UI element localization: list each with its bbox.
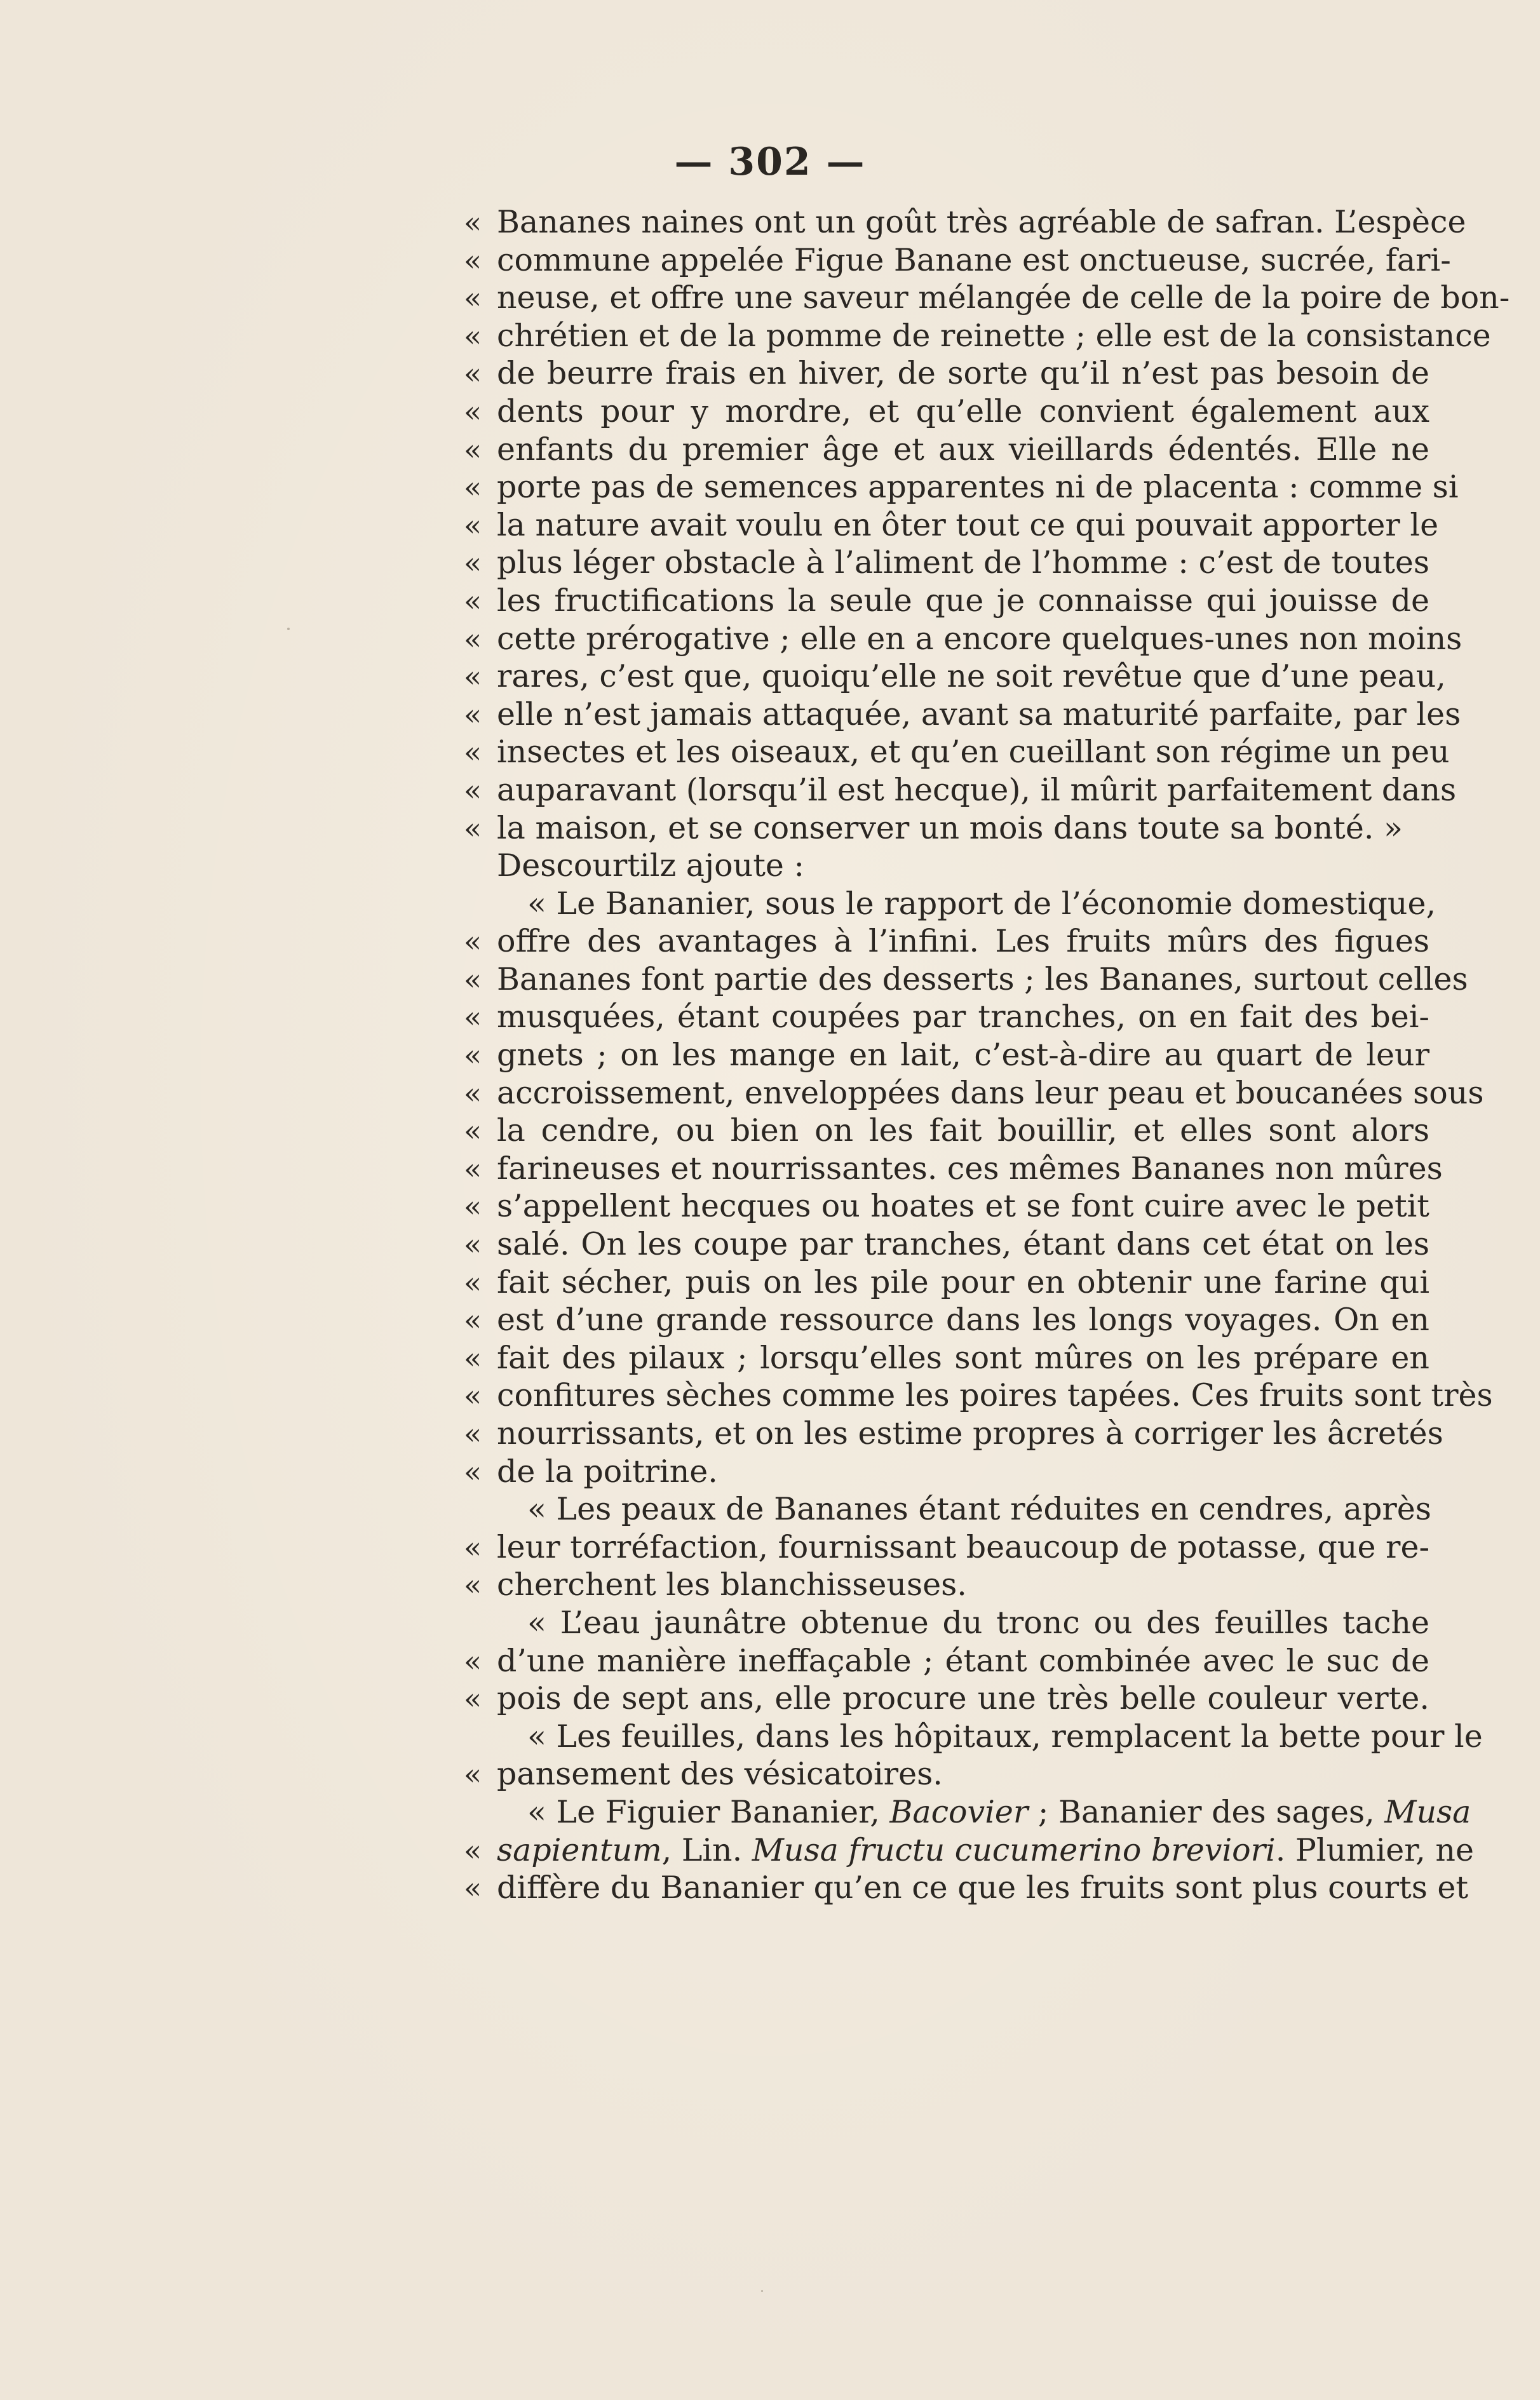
text-line (464, 1225, 1429, 1264)
line-text: musquées, étant coupées par tranches, on en fait des bei- (497, 999, 1429, 1035)
line-text: auparavant (lorsqu’il est hecque), il mûrit parfaitement dans (497, 771, 1457, 808)
quote-mark: « (464, 811, 482, 846)
quote-mark: « (464, 1530, 482, 1565)
text-line (464, 1869, 1469, 1907)
line-text: Descourtilz ajoute : (497, 847, 805, 884)
quote-mark: « (464, 1114, 482, 1149)
line-text: pois de sept ans, elle procure une très belle couleur verte. (497, 1680, 1429, 1717)
text-line (464, 544, 1429, 582)
line-text: fait des pilaux ; lorsqu’elles sont mûres on les prépare en (497, 1339, 1429, 1376)
quote-mark: « (464, 1075, 482, 1110)
line-text: Bananes naines ont un goût très agréable de safran. L’espèce (497, 204, 1466, 240)
quote-mark: « (464, 394, 482, 429)
quote-mark: « (464, 1643, 482, 1678)
text-line (464, 582, 1429, 620)
line-text: la nature avait voulu en ôter tout ce qui pouvait apporter le (497, 506, 1439, 543)
line-text: insectes et les oiseaux, et qu’en cueillant son régime un peu (497, 734, 1450, 771)
text-line (464, 657, 1446, 696)
text-line (464, 620, 1462, 658)
text-line (464, 1566, 1429, 1604)
text-line (464, 1187, 1429, 1225)
line-text: s’appellent hecques ou hoates et se font cuire avec le petit (497, 1188, 1429, 1225)
line-text: Bananes font partie des desserts ; les Bananes, surtout celles (497, 961, 1468, 997)
text-line (464, 1415, 1443, 1453)
line-text: est d’une grande ressource dans les longs voyages. On en (497, 1302, 1429, 1338)
line-text: dents pour y mordre, et qu’elle convient également aux (497, 393, 1429, 429)
text-line (464, 1036, 1429, 1074)
text-line (464, 809, 1429, 847)
line-text: gnets ; on les mange en lait, c’est-à-dire au quart de leur (497, 1037, 1429, 1074)
quote-mark: « (464, 1379, 482, 1413)
line-text: commune appelée Figue Banane est onctueuse, sucrée, fari- (497, 241, 1451, 278)
line-text: elle n’est jamais attaquée, avant sa maturité parfaite, par les (497, 696, 1461, 732)
line-text: offre des avantages à l’infini. Les fruits mûrs des figues (497, 923, 1429, 960)
quote-mark: « (464, 205, 482, 239)
text-line (464, 1755, 1429, 1793)
quote-mark: « (464, 735, 482, 770)
line-text: plus léger obstacle à l’aliment de l’homme : c’est de toutes (497, 544, 1429, 581)
text-line (464, 1718, 1483, 1756)
line-text: sapientum, Lin. Musa fructu cucumerino breviori. Plumier, ne (497, 1831, 1474, 1868)
text-line (464, 922, 1429, 961)
quote-mark: « (464, 318, 482, 353)
quote-mark: « (464, 1151, 482, 1186)
line-text: chrétien et de la pomme de reinette ; elle est de la consistance (497, 317, 1491, 354)
text-line (464, 317, 1491, 355)
text-line (464, 1453, 1429, 1491)
text-line (464, 393, 1429, 431)
line-text: la cendre, ou bien on les fait bouillir, et elles sont alors (497, 1112, 1429, 1149)
quote-mark: « (464, 583, 482, 618)
text-line (464, 1793, 1471, 1831)
quote-mark: « (464, 1871, 482, 1906)
text-line (464, 961, 1468, 999)
paper-speck (761, 2290, 763, 2292)
text-line (464, 733, 1450, 771)
line-text: « Les peaux de Bananes étant réduites en cendres, après (527, 1491, 1431, 1528)
quote-mark: « (464, 508, 482, 543)
line-text: « Les feuilles, dans les hôpitaux, remplacent la bette pour le (527, 1718, 1483, 1755)
text-line (464, 998, 1429, 1036)
quote-mark: « (464, 1038, 482, 1073)
quote-mark: « (464, 432, 482, 467)
quote-mark: « (464, 356, 482, 391)
text-line (464, 847, 1429, 885)
line-text: pansement des vésicatoires. (497, 1756, 943, 1793)
text-line (464, 1528, 1429, 1567)
quote-mark: « (464, 772, 482, 807)
quote-mark: « (464, 621, 482, 656)
quote-mark: « (464, 1189, 482, 1224)
line-text: de beurre frais en hiver, de sorte qu’il n’est pas besoin de (497, 355, 1429, 392)
quote-mark: « (464, 1568, 482, 1603)
text-line (464, 431, 1429, 469)
text-line (464, 1642, 1429, 1680)
quote-mark: « (464, 281, 482, 316)
quote-mark: « (464, 1303, 482, 1338)
quote-mark: « (464, 1682, 482, 1716)
quote-mark: « (464, 1454, 482, 1489)
text-line (464, 1339, 1429, 1377)
text-line (464, 1604, 1429, 1642)
line-text: diffère du Bananier qu’en ce que les fruits sont plus courts et (497, 1870, 1469, 1906)
quote-mark: « (464, 1833, 482, 1868)
page-number: — 302 — (674, 140, 866, 184)
quote-mark: « (464, 470, 482, 505)
line-text: salé. On les coupe par tranches, étant dans cet état on les (497, 1226, 1429, 1263)
text-line (464, 279, 1510, 317)
text-line (464, 696, 1461, 734)
quote-mark: « (464, 924, 482, 959)
line-text: accroissement, enveloppées dans leur peau et boucanées sous (497, 1074, 1484, 1111)
line-text: neuse, et offre une saveur mélangée de celle de la poire de bon- (497, 280, 1510, 316)
line-text: leur torréfaction, fournissant beaucoup de potasse, que re- (497, 1528, 1430, 1565)
text-line (464, 506, 1439, 544)
text-line (464, 203, 1466, 241)
line-text: « Le Figuier Bananier, Bacovier ; Bananier des sages, Musa (527, 1793, 1471, 1830)
text-line (464, 1301, 1429, 1339)
line-text: « Le Bananier, sous le rapport de l’économie domestique, (527, 885, 1436, 922)
text-line (464, 1490, 1429, 1528)
text-line (464, 1074, 1484, 1112)
line-text: fait sécher, puis on les pile pour en obtenir une farine qui (497, 1264, 1429, 1300)
quote-mark: « (464, 546, 482, 581)
text-line (464, 1112, 1429, 1150)
line-text: « L’eau jaunâtre obtenue du tronc ou des feuilles tache (527, 1604, 1429, 1641)
line-text: la maison, et se conserver un mois dans toute sa bonté. » (497, 809, 1403, 846)
text-line (464, 1264, 1429, 1302)
line-text: cette prérogative ; elle en a encore quelques-unes non moins (497, 620, 1462, 657)
quote-mark: « (464, 1417, 482, 1451)
text-line (464, 1377, 1493, 1415)
quote-mark: « (464, 1265, 482, 1300)
quote-mark: « (464, 659, 482, 694)
quote-mark: « (464, 243, 482, 278)
text-line (464, 1680, 1429, 1718)
line-text: les fructifications la seule que je connaisse qui jouisse de (497, 582, 1429, 619)
text-line (464, 1150, 1443, 1188)
paper-speck (287, 628, 290, 630)
quote-mark: « (464, 962, 482, 997)
line-text: d’une manière ineffaçable ; étant combinée avec le suc de (497, 1642, 1429, 1679)
quote-mark: « (464, 1757, 482, 1792)
quote-mark: « (464, 1340, 482, 1375)
text-line (464, 771, 1457, 809)
line-text: cherchent les blanchisseuses. (497, 1567, 967, 1603)
text-line (464, 241, 1451, 280)
quote-mark: « (464, 1227, 482, 1262)
body-text (464, 203, 1510, 1907)
text-line (464, 354, 1429, 393)
line-text: rares, c’est que, quoiqu’elle ne soit revêtue que d’une peau, (497, 658, 1446, 695)
quote-mark: « (464, 1000, 482, 1035)
text-line (464, 1831, 1474, 1870)
line-text: nourrissants, et on les estime propres à corriger les âcretés (497, 1415, 1443, 1452)
line-text: enfants du premier âge et aux vieillards édentés. Elle ne (497, 431, 1429, 468)
line-text: farineuses et nourrissantes. ces mêmes Bananes non mûres (497, 1150, 1443, 1187)
text-line (464, 885, 1436, 923)
line-text: confitures sèches comme les poires tapées. Ces fruits sont très (497, 1377, 1493, 1414)
text-line (464, 468, 1459, 506)
line-text: porte pas de semences apparentes ni de placenta : comme si (497, 469, 1459, 506)
line-text: de la poitrine. (497, 1453, 718, 1490)
quote-mark: « (464, 697, 482, 732)
